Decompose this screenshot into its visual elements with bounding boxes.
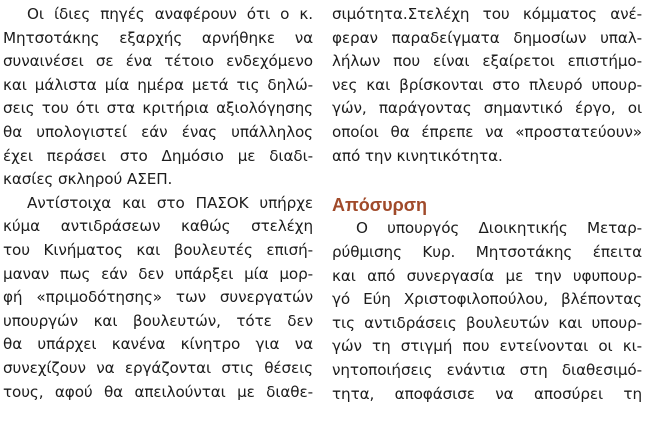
text-line: συναινέσει σε ένα τέτοιο ενδεχόμενο bbox=[3, 52, 313, 71]
text-line: από την κινητικότητα. bbox=[332, 146, 503, 165]
text-line: θα υπολογιστεί εάν ένας υπάλληλος bbox=[3, 122, 313, 141]
text-line: σιμότητα.Στελέχη του κόμματος ανέ- bbox=[332, 5, 642, 23]
text-line: τητα, αποφάσισε να αποσύρει τη bbox=[332, 384, 642, 403]
text-line: φή «πριμοδότησης» των συνεργατών bbox=[3, 288, 313, 307]
text-line: τους, αφού θα απειλούνται με διαθε- bbox=[3, 382, 313, 401]
text-line: ρύθμισης Κυρ. Μητσοτάκης έπειτα bbox=[332, 242, 642, 261]
text-line: και μάλιστα μία ημέρα μετά τις δηλώ- bbox=[3, 75, 313, 94]
text-line: νες και βρίσκονται στο πλευρό υπουρ- bbox=[332, 75, 642, 94]
text-line: οποίοι θα έπρεπε να «προστατεύουν» bbox=[332, 122, 642, 141]
text-line: νητοποιήσεις ενάντια στη διαθεσιμό- bbox=[332, 360, 642, 379]
text-line: φεραν παραδείγματα δημοσίων υπαλ- bbox=[332, 28, 642, 47]
text-line: μαναν πως εάν δεν υπάρξει μία μορ- bbox=[3, 264, 313, 283]
text-line: τις αντιδράσεις βουλευτών και υπουρ- bbox=[332, 313, 642, 332]
text-line: Μητσοτάκης εξαρχής αρνήθηκε να bbox=[3, 28, 313, 47]
text-line: θα υπάρχει κανένα κίνητρο για να bbox=[3, 335, 313, 354]
text-line: του Κινήματος και βουλευτές επισή- bbox=[3, 240, 313, 259]
article-paragraph bbox=[332, 3, 642, 168]
article-paragraph bbox=[3, 3, 313, 192]
article-paragraph bbox=[3, 192, 313, 404]
text-line: συνεχίζουν να εργάζονται στις θέσεις bbox=[3, 358, 313, 377]
article-left-column bbox=[3, 3, 313, 404]
text-line: Ο υπουργός Διοικητικής Μεταρ- bbox=[356, 219, 642, 238]
text-line: Οι ίδιες πηγές αναφέρουν ότι ο κ. bbox=[27, 5, 313, 23]
text-line: Αντίστοιχα και στο ΠΑΣΟΚ υπήρχε bbox=[27, 193, 313, 212]
text-line: γό Εύη Χριστοφιλοπούλου, βλέποντας bbox=[332, 290, 642, 309]
text-line: λήλων που είναι εξαίρετοι επιστήμο- bbox=[332, 52, 642, 71]
text-line: και από συνεργασία με την υφυπουρ- bbox=[332, 266, 642, 285]
text-line: κύμα αντιδράσεων καθώς στελέχη bbox=[3, 217, 313, 236]
text-line: γών τη στιγμή που εντείνονται οι κι- bbox=[332, 337, 642, 356]
text-line: σεις του ότι στα κριτήρια αξιολόγησης bbox=[3, 99, 313, 118]
text-line: κασίες σκληρού ΑΣΕΠ. bbox=[3, 170, 173, 189]
paragraph-spacer bbox=[332, 168, 642, 192]
text-line: υπουργών και βουλευτών, τότε δεν bbox=[3, 311, 313, 330]
article-paragraph bbox=[332, 217, 642, 406]
text-line: γών, παράγοντας σημαντικό έργο, οι bbox=[332, 99, 642, 118]
article-right-column bbox=[332, 3, 642, 406]
text-line: έχει περάσει στο Δημόσιο με διαδι- bbox=[3, 146, 313, 165]
section-heading: Απόσυρση bbox=[332, 194, 428, 215]
